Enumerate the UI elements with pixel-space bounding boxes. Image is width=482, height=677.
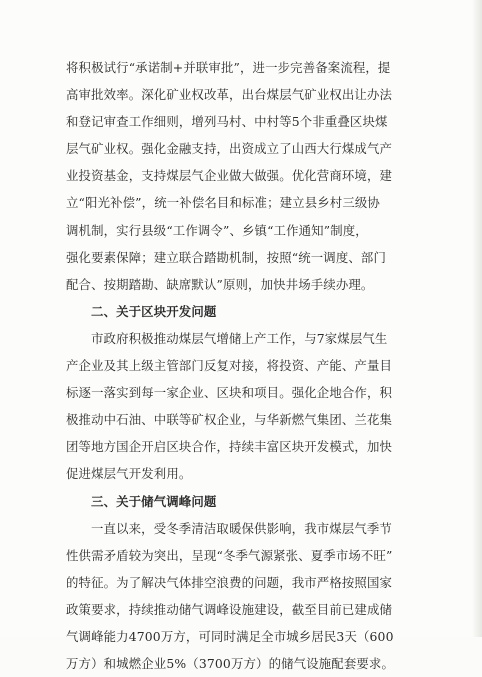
paragraph-line: 配合、按期踏勘、缺席默认”原则，加快井场手续办理。 — [66, 276, 374, 292]
document-body — [66, 54, 422, 677]
paragraph-line: 性供需矛盾较为突出，呈现“冬季气源紧张、夏季市场不旺” — [66, 547, 393, 563]
paragraph-line: 万方）和城燃企业5%（3700万方）的储气设施配套要求。 — [66, 656, 394, 672]
paragraph-line: 产企业及其上级主管部门反复对接，将投资、产能、产量目 — [66, 358, 393, 374]
paragraph-line: 调机制，实行县级“工作调令”、乡镇“工作通知”制度， — [66, 222, 368, 238]
page-edge-shadow — [472, 0, 482, 637]
paragraph-line: 业投资基金，支持煤层气企业做大做强。优化营商环境，建 — [66, 168, 393, 184]
paragraph-line: 的特征。为了解决气体排空浪费的问题，我市严格按照国家 — [66, 574, 393, 590]
paragraph-line: 政策要求，持续推动储气调峰设施建设，截至目前已建成储 — [66, 601, 393, 617]
paragraph-line: 促进煤层气开发利用。 — [66, 466, 192, 482]
paragraph-line: 标逐一落实到每一家企业、区块和项目。强化企地合作，积 — [66, 385, 393, 401]
paragraph-line: 层气矿业权。强化金融支持，出资成立了山西大行煤成气产 — [66, 141, 393, 157]
paragraph-line: 将积极试行“承诺制+并联审批”，进一步完善备案流程，提 — [66, 60, 391, 75]
section-heading: 二、关于区块开发问题 — [91, 303, 217, 319]
paragraph-line: 市政府积极推动煤层气增储上产工作，与7家煤层气生 — [91, 330, 388, 346]
paragraph-line: 一直以来，受冬季清洁取暖保供影响，我市煤层气季节 — [91, 520, 392, 536]
section-heading: 三、关于储气调峰问题 — [91, 493, 217, 509]
paragraph-line: 气调峰能力4700万方，可同时满足全市城乡居民3天（600 — [66, 628, 394, 644]
paragraph-line: 极推动中石油、中联等矿权企业，与华新燃气集团、兰花集 — [66, 412, 393, 428]
paragraph-line: 高审批效率。深化矿业权改革，出台煤层气矿业权出让办法 — [66, 87, 393, 103]
paragraph-line: 团等地方国企开启区块合作，持续丰富区块开发模式，加快 — [66, 439, 393, 455]
paragraph-line: 立“阳光补偿”，统一补偿名目和标准；建立县乡村三级协 — [66, 195, 380, 211]
paragraph-line: 和登记审查工作细则，增列马村、中村等5个非重叠区块煤 — [66, 114, 388, 130]
paragraph-line: 强化要素保障；建立联合踏勘机制，按照“统一调度、部门 — [66, 249, 386, 265]
